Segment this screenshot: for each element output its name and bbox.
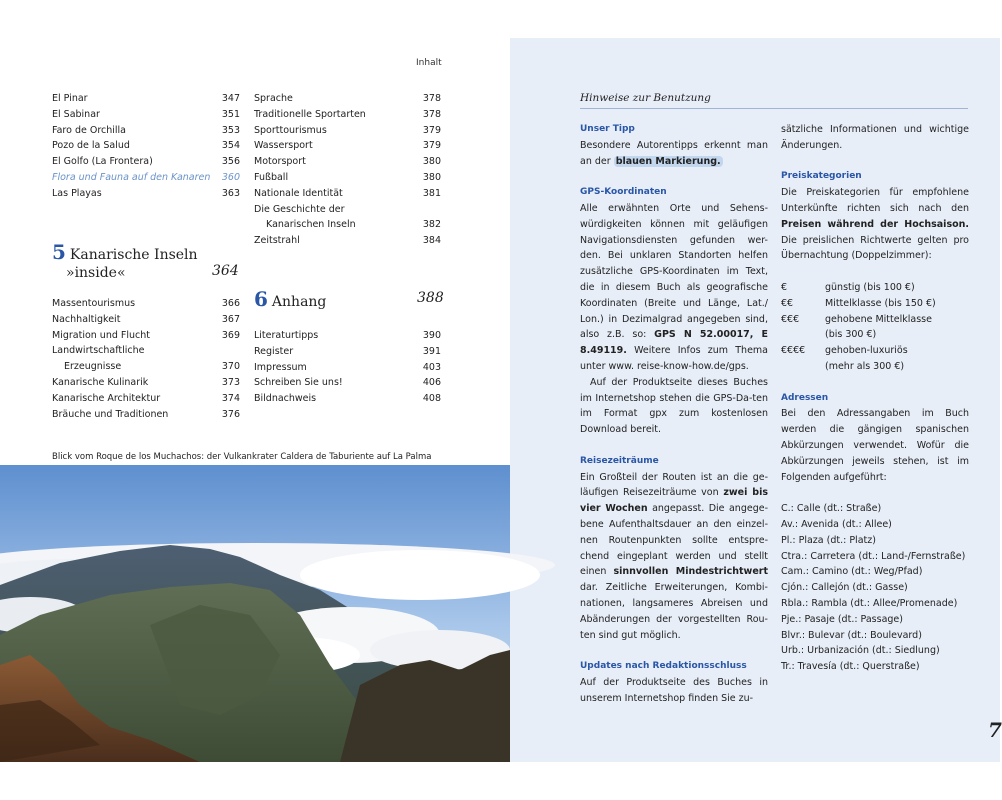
abbreviation-item: Pje.: Pasaje (dt.: Passage) [781,613,903,625]
abbreviation-item: Cjón.: Callejón (dt.: Gasse) [781,582,908,594]
toc-entry[interactable]: Las Playas 363 [52,187,240,199]
toc-entry[interactable]: Massentourismus 366 [52,298,240,309]
toc-entry[interactable]: El Sabinar 351 [52,108,240,120]
abbreviation-item: Av.: Avenida (dt.: Allee) [781,518,892,530]
toc-entry[interactable]: El Pinar 347 [52,93,240,104]
price-row: (mehr als 300 €) [825,360,905,372]
toc-entry[interactable]: Nachhaltigkeit 367 [52,313,240,325]
abbreviation-item: Cam.: Camino (dt.: Weg/Pfad) [781,566,923,578]
toc-entry[interactable]: Sporttourismus 379 [254,124,441,136]
toc-entry[interactable]: Bildnachweis 408 [254,393,441,405]
toc-entry[interactable]: Schreiben Sie uns! 406 [254,377,441,389]
tipp-text: Besondere Autorentipps erkennt man an der blauen Markierung. [580,139,768,167]
toc-entry[interactable]: Nationale Identität 381 [254,187,441,199]
section-heading-adressen: Adressen [781,392,829,403]
preise-text: Die Preiskategorien für empfohlene Unterkünfte richten sich nach den Preisen während der Hochsaison. Die preislichen Richtwerte gelten pro Übernachtung (Doppelzimmer): [781,187,969,262]
abbreviation-item: Urb.: Urbanización (dt.: Siedlung) [781,645,940,657]
price-row: (bis 300 €) [825,329,877,341]
title-divider [580,108,968,109]
toc-entry[interactable]: Kanarische Architektur 374 [52,392,240,404]
toc-column-left-top [52,91,240,202]
chapter-5-heading-line2: »inside« [66,265,126,281]
section-heading-preise: Preiskategorien [781,171,862,182]
gps-text-2: Auf der Produktseite dieses Buches im Internetshop stehen die GPS-Da-ten im Format gpx zum kostenlosen Download bereit. [580,376,768,436]
abbreviation-item: Tr.: Travesía (dt.: Querstraße) [781,661,920,673]
chapter-5-page: 364 [212,263,239,279]
gps-text: Alle erwähnten Orte und Sehens-würdigkeiten können mit geläufigen Navigationsdiensten gefunden wer-den. Bei unklaren Standorten helfen zusätzliche GPS-Koordinaten im Text, die in diesem Buch als geografische Koordinaten (Breite und Länge, Lat./ Lon.) in Dezimalgrad angegeben sind, also z.B. so: GPS N 52.00017, E 8.49119. Weitere Infos zum Thema unter www. reise-know-how.de/gps. [580,202,768,372]
toc-entry[interactable]: Pozo de la Salud 354 [52,140,240,152]
chapter-6-page: 388 [417,290,444,306]
toc-entry[interactable]: Wassersport 379 [254,140,441,152]
toc-column-left-bottom [52,296,240,422]
hints-column-2 [781,122,969,675]
page-number: 7 [988,718,1002,742]
reisezeit-text: Ein Großteil der Routen ist an die ge-läufigen Reisezeiträume von zwei bis vier Wochen angepasst. Die angege-bene Aufenthaltsdauer an den einzel-nen Routenpunkten sollte entspre-chend eingeplant werden und stellt einen sinnvollen Mindestrichtwert dar. Zeitliche Erweiterungen, Kombi-nationen, langsameres Abreisen und Abänderungen der vorgestellten Rou-ten sind gut möglich. [580,471,769,641]
price-row: € günstig (bis 100 €) [781,281,915,293]
toc-entry[interactable]: Traditionelle Sportarten 378 [254,108,441,120]
toc-entry[interactable]: Zeitstrahl 384 [254,235,441,247]
toc-column-middle-bottom [254,328,441,407]
toc-entry[interactable]: Register 391 [254,345,441,357]
hints-column-1 [580,122,768,706]
price-row: €€€ gehobene Mittelklasse [781,313,932,325]
toc-entry[interactable]: El Golfo (La Frontera) 356 [52,156,240,168]
toc-entry[interactable]: Faro de Orchilla 353 [52,124,240,136]
chapter-number: 6 [254,287,268,311]
adressen-text: Bei den Adressangaben im Buch werden die gängigen spanischen Abkürzungen verwendet. Wofür die Abkürzungen jeweils stehen, ist im Folgenden aufgeführt: [781,408,969,483]
toc-column-middle-top [254,91,441,249]
photo-caption: Blick vom Roque de los Muchachos: der Vulkankrater Caldera de Taburiente auf La Palma [52,452,432,462]
toc-entry[interactable]: Kanarischen Inseln 382 [266,219,441,231]
toc-entry[interactable]: Bräuche und Traditionen 376 [52,408,240,420]
running-header: Inhalt [416,58,442,68]
abbreviation-item: Ctra.: Carretera (dt.: Land-/Fernstraße) [781,550,966,562]
hints-title: Hinweise zur Benutzung [580,92,711,104]
updates-text: Auf der Produktseite des Buches in unserem Internetshop finden Sie zu- [580,676,768,704]
section-heading-gps: GPS-Koordinaten [580,187,667,198]
toc-entry[interactable]: Kanarische Kulinarik 373 [52,376,240,388]
toc-entry[interactable]: Fußball 380 [254,171,441,183]
abbreviation-item: Pl.: Plaza (dt.: Platz) [781,534,876,546]
chapter-title: Kanarische Inseln [69,247,198,263]
chapter-number: 5 [52,240,66,264]
section-heading-tipp: Unser Tipp [580,124,635,134]
toc-entry[interactable]: Erzeugnisse 370 [64,361,240,373]
toc-entry[interactable]: Landwirtschaftliche [52,345,145,357]
abbreviation-item: C.: Calle (dt.: Straße) [781,503,882,515]
toc-entry[interactable]: Literaturtipps 390 [254,330,441,341]
section-heading-updates: Updates nach Redaktionsschluss [580,661,747,672]
landscape-photo [0,465,510,762]
toc-entry-highlight[interactable]: Flora und Fauna auf den Kanaren 360 [52,171,240,183]
toc-entry[interactable]: Migration und Flucht 369 [52,329,240,341]
toc-entry[interactable]: Motorsport 380 [254,156,441,168]
toc-entry[interactable]: Sprache 378 [254,93,441,104]
price-row: €€ Mittelklasse (bis 150 €) [781,297,936,309]
updates-text-cont: sätzliche Informationen und wichtige Änderungen. [781,124,969,151]
chapter-5-heading[interactable] [52,240,198,264]
abbreviation-item: Rbla.: Rambla (dt.: Allee/Promenade) [781,597,958,609]
blue-highlight: blauen Markierung. [615,155,721,167]
gps-coordinates: GPS N 52.00017, E 8.49119. [580,329,768,357]
section-heading-reisezeit: Reisezeiträume [580,455,659,466]
abbreviation-item: Blvr.: Bulevar (dt.: Boulevard) [781,629,922,641]
chapter-title: Anhang [271,294,327,310]
chapter-6-heading[interactable] [254,287,326,311]
price-row: €€€€ gehoben-luxuriös [781,345,908,357]
toc-entry[interactable]: Impressum 403 [254,361,441,373]
toc-entry[interactable]: Die Geschichte der [254,203,345,215]
